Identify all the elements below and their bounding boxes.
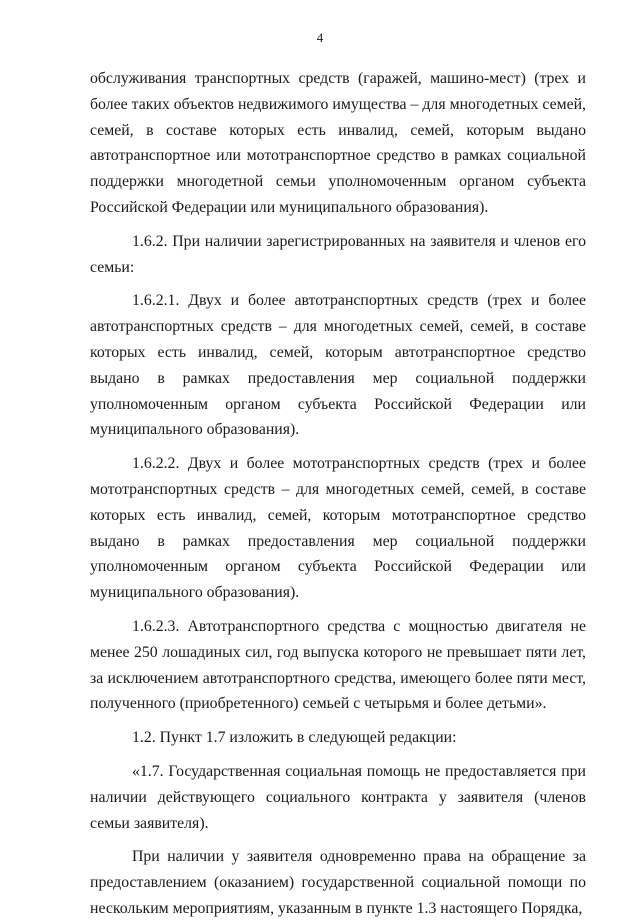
document-body bbox=[90, 66, 586, 922]
paragraph-continuation: обслуживания транспортных средств (гаражей, машино-мест) (трех и более таких объектов недвижимого имущества – для многодетных семей, семей, в составе которых есть инвалид, семей, которым выдано автотранспортное или мототранспортное средство в рамках социальной поддержки многодетной семьи уполномоченным органом субъекта Российской Федерации или муниципального образования). bbox=[90, 70, 586, 216]
paragraph-1-6-2-3: 1.6.2.3. Автотранспортного средства с мощностью двигателя не менее 250 лошадиных сил, год выпуска которого не превышает пяти лет, за исключением автотранспортного средства, имеющего более пяти мест, полученного (приобретенного) семьей с четырьмя и более детьми». bbox=[90, 617, 586, 713]
paragraph-1-2: 1.2. Пункт 1.7 изложить в следующей редакции: bbox=[132, 729, 457, 747]
paragraph-multiple-rights: При наличии у заявителя одновременно права на обращение за предоставлением (оказанием) государственной социальной помощи по нескольким мероприятиям, указанным в пункте 1.3 настоящего Порядка, bbox=[90, 848, 586, 917]
paragraph-1-6-2-2: 1.6.2.2. Двух и более мототранспортных средств (трех и более мототранспортных средств – для многодетных семей, семей, в составе которых есть инвалид, семей, которым мототранспортное средство выдано в рамках предоставления мер социальной поддержки уполномоченным органом субъекта Российской Федерации или муниципального образования). bbox=[90, 455, 586, 602]
paragraph-1-7: «1.7. Государственная социальная помощь не предоставляется при наличии действующего социального контракта у заявителя (членов семьи заявителя). bbox=[90, 762, 586, 832]
paragraph-1-6-2: 1.6.2. При наличии зарегистрированных на заявителя и членов его семьи: bbox=[90, 232, 586, 276]
paragraph-1-6-2-1: 1.6.2.1. Двух и более автотранспортных средств (трех и более автотранспортных средств – для многодетных семей, семей, в составе которых есть инвалид, семей, которым автотранспортное средство выдано в рамках предоставления мер социальной поддержки уполномоченным органом субъекта Российской Федерации или муниципального образования). bbox=[90, 292, 586, 439]
page-number: 4 bbox=[316, 30, 324, 45]
